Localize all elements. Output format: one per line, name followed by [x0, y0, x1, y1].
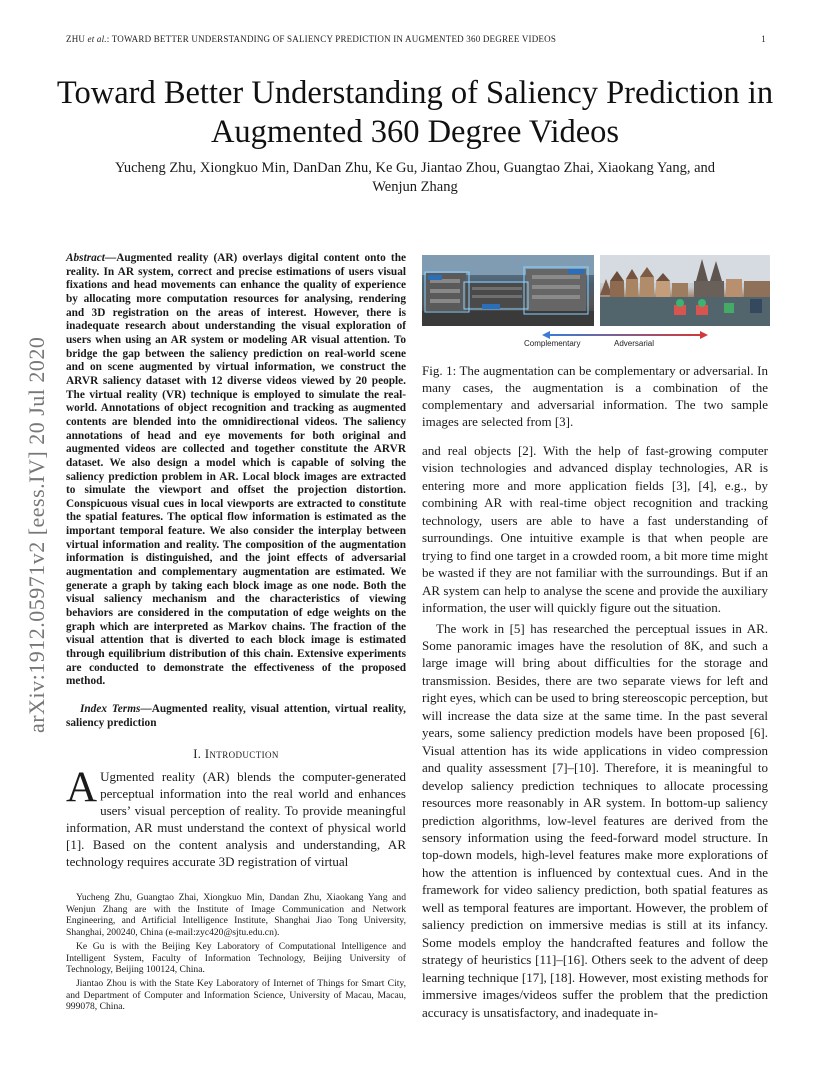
right-column-body — [422, 442, 768, 1021]
index-terms — [66, 703, 406, 730]
complementary-label: Complementary — [524, 339, 581, 348]
body-paragraph: The work in [5] has researched the perceptual issues in AR. Some panoramic images have the resolution of 8K, and such a large image will bring about difficulties for the storage and transmission. Besides, there are two separate views for left and right eyes, which can be used to bring stereoscopic perception, but will increase the data size at the same time. In the past several years, some saliency prediction models have been proposed [6]. Visual attention has its wide applications in video compression and quality assessment [7]–[10]. Therefore, it is meaningful to develop saliency prediction techniques to allocate processing resources more reasonably in AR system. In bottom-up saliency prediction algorithms, low-level features are derived from the sensory information using the feed-forward model structure. In top-down models, high-level features make more explorations of how the attention is influenced by contextual cues. And in the framework for video saliency prediction, both spatial features as well as temporal features are important. However, the problem of saliency prediction on immersive medias is still at its infancy. Some models employ the handcrafted features and follow the strategy of heuristics [11]–[16]. Others seek to the advent of deep learning technique [17], [18]. However, most existing methods for immersive images/videos suffer the problem that the prediction accuracy is unsatisfactory, and inadequate in- — [422, 620, 768, 1020]
intro-text: Ugmented reality (AR) blends the computer-generated perceptual information into the real world and enhances users’ visual perception of reality. To provide meaningful information, AR must understand the context of physical world [1]. Based on the content analysis and understanding, AR technology requires accurate 3D registration of virtual — [66, 769, 406, 870]
body-paragraph: and real objects [2]. With the help of fast-growing computer vision technologies and advanced display technologies, AR is entering more and more application fields [3], [4], e.g., by combining AR with real-time object recognition and tracking technology, users are able to have a fast understanding of surroundings. One intuitive example is that when people are trying to find one target in a crowded room, a bit more time might be wasted if they are not familiar with the surroundings. But if an AR system can help to analyse the scene and provide the auxiliary information, the user will quickly figure out the situation. — [422, 443, 768, 616]
index-terms-text: —Augmented reality, visual attention, virtual reality, saliency prediction — [66, 703, 406, 729]
author-list: Yucheng Zhu, Xiongkuo Min, DanDan Zhu, Ke Gu, Jiantao Zhou, Guangtao Zhai, Xiaokang Yang, and Wenjun Zhang — [114, 160, 716, 195]
section-number: I. — [193, 747, 205, 761]
street-scene-illustration — [422, 255, 594, 326]
running-head — [66, 34, 766, 44]
section-title: Introduction — [204, 747, 279, 761]
intro-paragraph — [66, 764, 406, 871]
footnote: Ke Gu is with the Beijing Key Laboratory of Computational Intelligence and Intelligent System, Faculty of Information Technology, Beijing University of Technology, Beijing 100124, China. — [66, 940, 406, 976]
complementary-adversarial-arrow — [428, 331, 758, 339]
adversarial-label: Adversarial — [614, 339, 655, 348]
footnotes — [66, 892, 406, 1015]
running-head-etal: et al. — [87, 34, 107, 44]
abstract-text: —Augmented reality (AR) overlays digital content onto the reality. In AR system, correct and precise estimations of users visual fixations and head movements can enhance the quality of experience by allocating more computation resources for analysing, rendering and 3D registration on the areas of interest. However, there is inadequate research about understanding the visual exploration of users when using an AR system or modeling AR visual attention. To bridge the gap between the saliency prediction on real-world scene and on scene augmented by virtual information, we construct the ARVR saliency dataset with 12 diverse videos viewed by 20 people. The virtual reality (VR) technique is employed to simulate the real-world. Annotations of object recognition and tracking as augmented contents are blended into the omnidirectional videos. The saliency annotations of head and eye movements for both original and augmented videos are collected and together constitute the ARVR dataset. We also design a model which is capable of solving the saliency prediction problem in AR. Local block images are extracted to simulate the viewport and offset the projection distortion. Conspicuous visual cues in local viewports are extracted to constitute the spatial features. The optical flow information is estimated as the important temporal feature. We also consider the interplay between virtual information and reality. The composition of the augmentation information is distinguished, and the joint effects of adversarial augmentation and complementary augmentation are estimated. We generate a graph by taking each block image as one node. Both the visual saliency mechanism and the characteristics of viewing behaviors are considered in the computation of edge weights on the graph which are interpreted as Markov chains. The fraction of the visual attention that is diverted to each block image is estimated through equilibrium distribution of this chain. Extensive experiments are conducted to demonstrate the effectiveness of the proposed method. — [66, 252, 406, 688]
index-terms-label: Index Terms — [80, 703, 141, 715]
footnote: Jiantao Zhou is with the State Key Laboratory of Internet of Things for Smart City, and Department of Computer and Information Science, University of Macau, Macau, 999078, China. — [66, 977, 406, 1013]
figure-adversarial-image — [600, 255, 770, 326]
footnote: Yucheng Zhu, Guangtao Zhai, Xiongkuo Min, Dandan Zhu, Xiaokang Yang and Wenjun Zhang are with the Institute of Image Communication and Network Engineering, and Artificial Intelligence Institute, Shanghai Jiao Tong University, Shanghai, 200240, China (e-mail:zyc420@sjtu.edu.cn). — [66, 892, 406, 939]
running-head-prefix: ZHU — [66, 34, 88, 44]
paper-title: Toward Better Understanding of Saliency Prediction in Augmented 360 Degree Videos — [56, 75, 774, 150]
abstract — [66, 252, 406, 689]
figure-caption: Fig. 1: The augmentation can be complementary or adversarial. In many cases, the augmentation is a combination of the complementary and adversarial information. The two sample images are selected from [3]. — [422, 363, 768, 429]
running-head-title: : TOWARD BETTER UNDERSTANDING OF SALIENCY PREDICTION IN AUGMENTED 360 DEGREE VIDEOS — [106, 34, 557, 44]
abstract-label: Abstract — [66, 252, 105, 264]
figure-1 — [422, 255, 770, 353]
page-number: 1 — [761, 34, 766, 44]
arxiv-identifier: arXiv:1912.05971v2 [eess.IV] 20 Jul 2020 — [24, 336, 49, 734]
lakeside-scene-illustration — [600, 255, 770, 326]
figure-complementary-image — [422, 255, 594, 326]
drop-cap: A — [66, 764, 98, 811]
section-heading — [66, 747, 406, 762]
